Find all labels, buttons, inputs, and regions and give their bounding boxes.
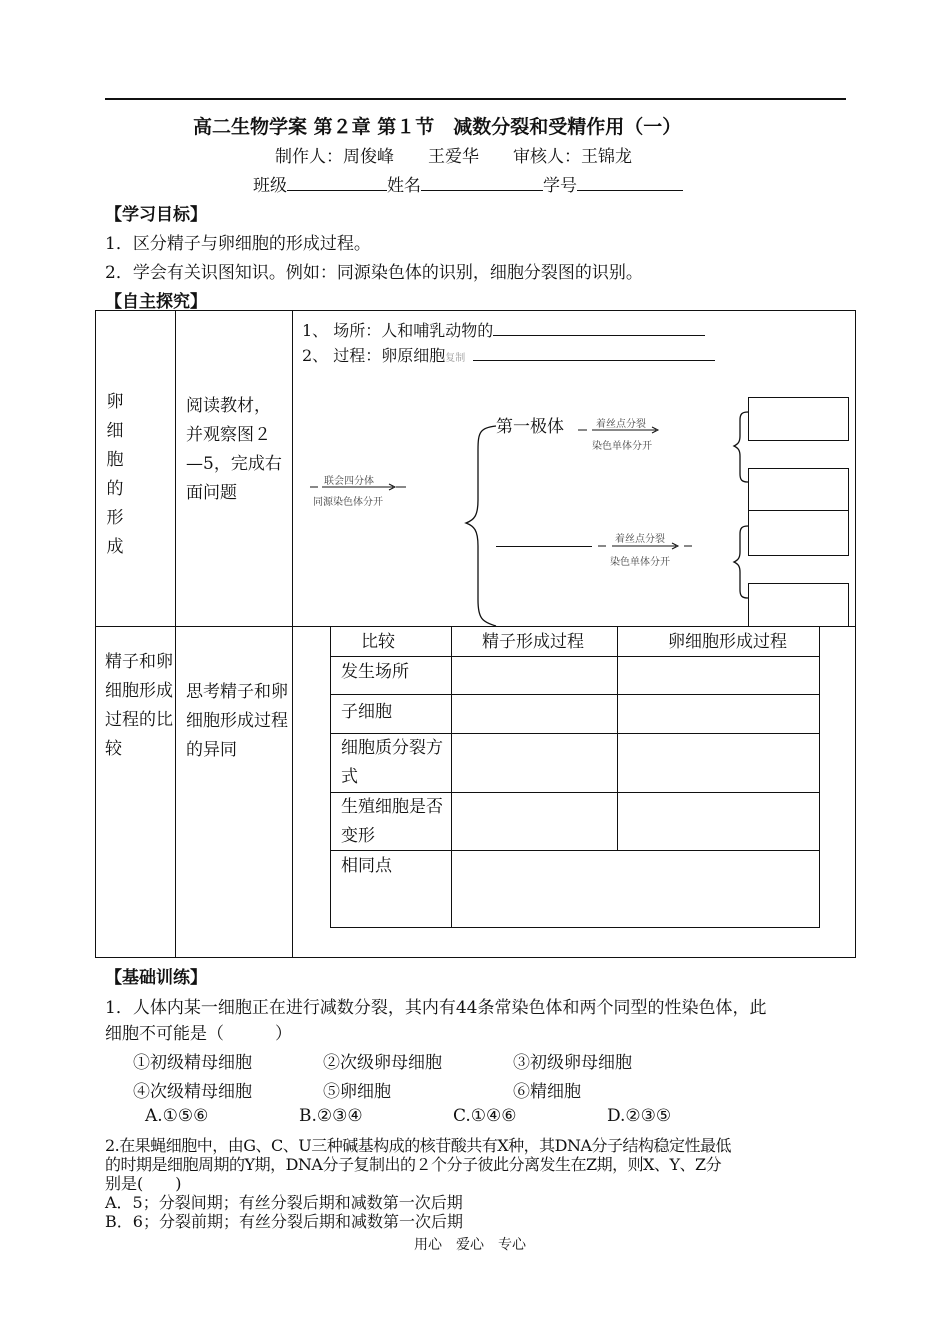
- row2-task: 思考精子和卵细胞形成过程的异同: [186, 682, 288, 760]
- q2-line-2: 的时期是细胞周期的Y期，DNA分子复制出的２个分子彼此分离发生在Z期，则X、Y、Z分: [105, 1155, 722, 1174]
- q2-choice-a[interactable]: A．5；分裂间期；有丝分裂后期和减数第一次后期: [105, 1193, 463, 1212]
- explore-heading: 【自主探究】: [105, 292, 207, 312]
- table-row-location: 发生场所: [341, 662, 409, 682]
- table-header-compare: 比较: [361, 632, 395, 652]
- row2-label: 精子和卵细胞形成过程的比较: [105, 652, 173, 759]
- training-heading: 【基础训练】: [105, 968, 207, 988]
- id-label: 学号: [543, 176, 577, 196]
- q1-option-6: ⑥精细胞: [513, 1082, 581, 1102]
- q1-option-3: ③初级卵母细胞: [513, 1053, 632, 1073]
- arrow3-bottom-label: 染色单体分开: [610, 557, 670, 568]
- first-polar-body-label: 第一极体: [496, 417, 564, 437]
- row1-task: 阅读教材，并观察图２—5，完成右面问题: [186, 396, 282, 503]
- answer-box-1[interactable]: [748, 397, 849, 441]
- q1-option-2: ②次级卵母细胞: [323, 1053, 442, 1073]
- row1-label: 卵 细 胞 的 形 成: [106, 392, 124, 557]
- answer-box-2[interactable]: [748, 468, 849, 512]
- question-location: 1、 场所：人和哺乳动物的: [302, 317, 705, 341]
- q1-choice-b[interactable]: B.②③④: [299, 1106, 363, 1126]
- q2-line-3: 别是( ): [105, 1174, 182, 1193]
- q1-line-2: 细胞不可能是（ ）: [105, 1024, 292, 1044]
- q1-line-1: 1．人体内某一细胞正在进行减数分裂，其内有44条常染色体和两个同型的性染色体，此: [105, 998, 767, 1018]
- q1-choice-c[interactable]: C.①④⑥: [453, 1106, 517, 1126]
- arrow2-bottom-label: 染色单体分开: [592, 441, 652, 452]
- table-row-cytoplasm: 细胞质分裂方式: [341, 738, 443, 787]
- q1-choice-d[interactable]: D.②③⑤: [607, 1106, 672, 1126]
- name-label: 姓名: [387, 176, 421, 196]
- q1-option-5: ⑤卵细胞: [323, 1082, 391, 1102]
- table-row-deformation: 生殖细胞是否变形: [341, 797, 443, 846]
- objective-item-2: 2．学会有关识图知识。例如：同源染色体的识别，细胞分裂图的识别。: [105, 263, 643, 283]
- table-row-similarities: 相同点: [341, 856, 392, 876]
- table-header-sperm: 精子形成过程: [482, 632, 584, 652]
- objectives-heading: 【学习目标】: [105, 205, 207, 225]
- author-line: 制作人：周俊峰 王爱华 审核人：王锦龙: [275, 147, 632, 167]
- answer-box-3[interactable]: [748, 510, 849, 556]
- q1-option-1: ①初级精母细胞: [133, 1053, 252, 1073]
- objective-item-1: 1．区分精子与卵细胞的形成过程。: [105, 234, 371, 254]
- table-row-daughter-cells: 子细胞: [341, 702, 392, 722]
- page-title: 高二生物学案 第２章 第１节 减数分裂和受精作用（一）: [193, 116, 682, 138]
- question-process: 2、 过程：卵原细胞复制: [302, 342, 715, 366]
- page-footer: 用心 爱心 专心: [414, 1237, 526, 1253]
- q1-choice-a[interactable]: A.①⑤⑥: [145, 1106, 209, 1126]
- q2-line-1: 2.在果蝇细胞中，由G、C、U三种碱基构成的核苷酸共有X种，其DNA分子结构稳定性最低: [105, 1136, 732, 1155]
- arrow1-top-label: 联会四分体: [324, 476, 374, 487]
- table-header-egg: 卵细胞形成过程: [668, 632, 787, 652]
- arrow1-bottom-label: 同源染色体分开: [313, 497, 383, 508]
- q2-choice-b[interactable]: B．6；分裂前期；有丝分裂后期和减数第一次后期: [105, 1212, 463, 1231]
- arrow2-top-label: 着丝点分裂: [596, 419, 646, 430]
- class-label: 班级: [253, 176, 287, 196]
- answer-box-4[interactable]: [748, 583, 849, 627]
- arrow3-top-label: 着丝点分裂: [615, 534, 665, 545]
- q1-option-4: ④次级精母细胞: [133, 1082, 252, 1102]
